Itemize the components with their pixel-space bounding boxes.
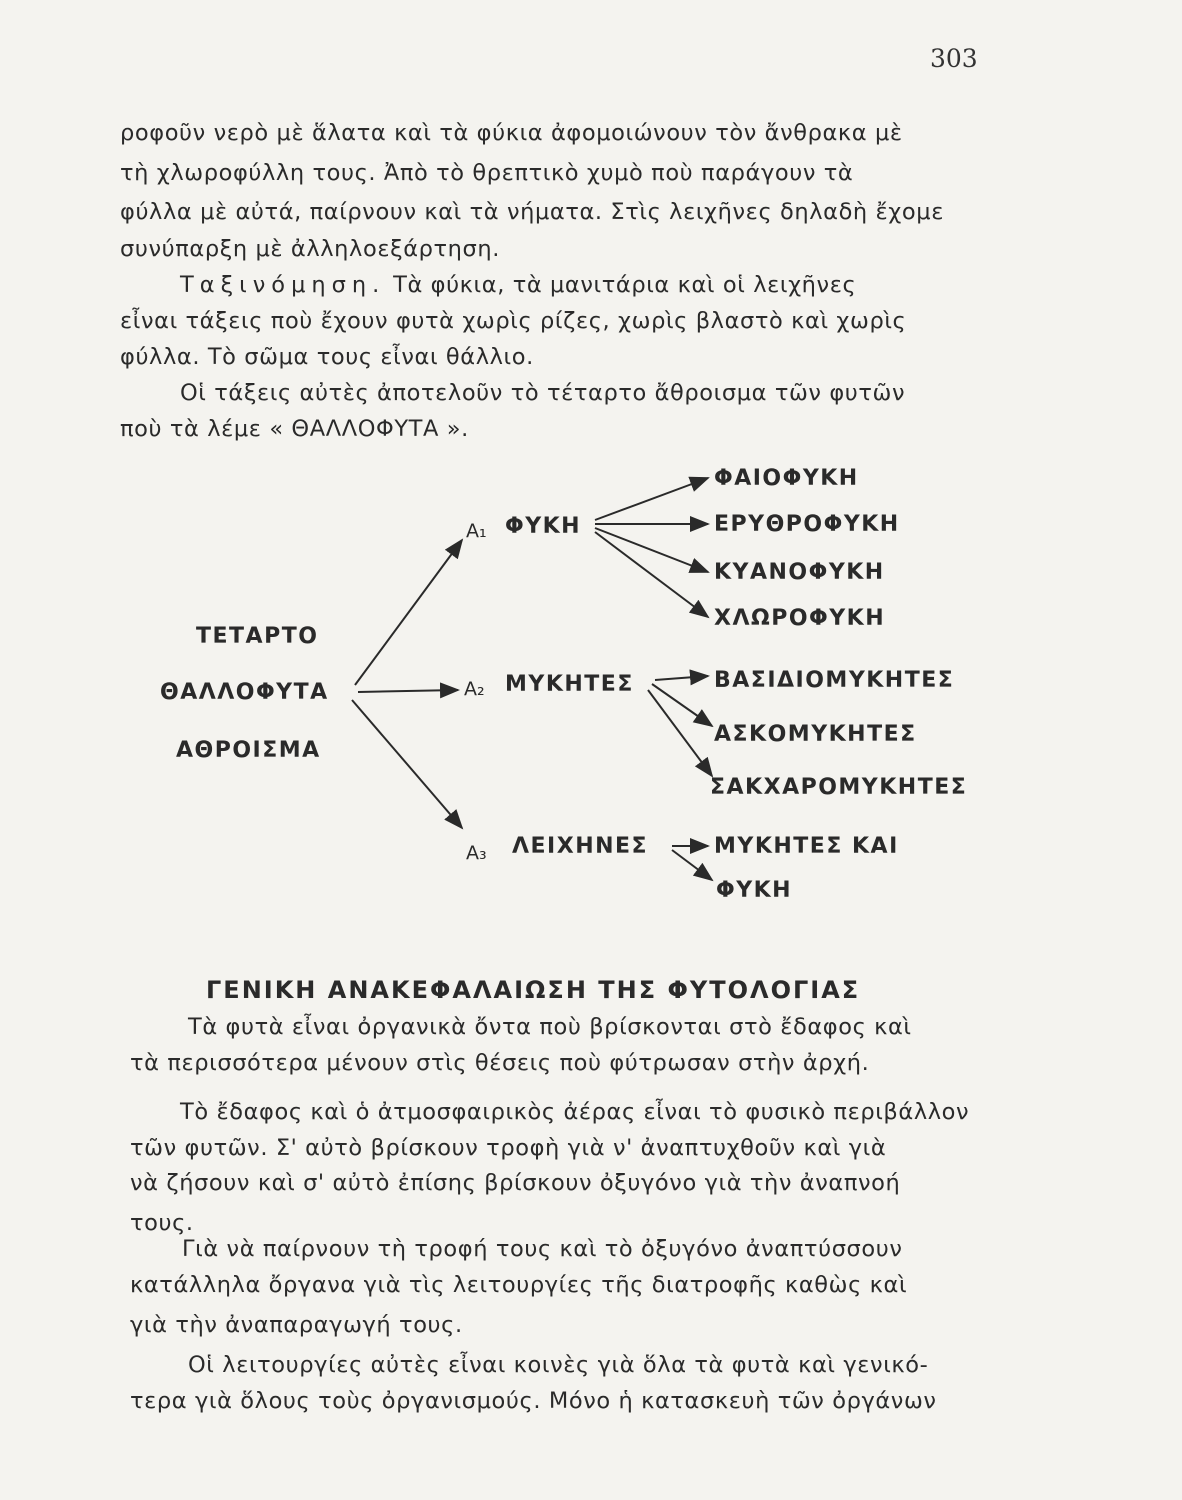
text-line: Οἱ τάξεις αὐτὲς ἀποτελοῦν τὸ τέταρτο ἄθροισμα τῶν φυτῶν: [180, 380, 906, 406]
text-line: φύλλα. Τὸ σῶμα τους εἶναι θάλλιο.: [120, 344, 534, 370]
group-mykites: ΜΥΚΗΤΕΣ: [505, 672, 634, 697]
text-line: Οἱ λειτουργίες αὐτὲς εἶναι κοινὲς γιὰ ὅλα τὰ φυτὰ καὶ γενικό-: [188, 1352, 929, 1378]
child-fyki: ΦΥΚΗ: [716, 878, 793, 903]
text-line: Τὸ ἔδαφος καὶ ὁ ἀτμοσφαιρικὸς ἀέρας εἶναι τὸ φυσικὸ περιβάλλον: [180, 1099, 970, 1125]
text-line: νὰ ζήσουν καὶ σ' αὐτὸ ἐπίσης βρίσκουν ὀξυγόνο γιὰ τὴν ἀναπνοή: [130, 1170, 901, 1196]
text-line: ροφοῦν νερὸ μὲ ἅλατα καὶ τὰ φύκια ἀφομοιώνουν τὸν ἄνθρακα μὲ: [120, 120, 903, 146]
text-line: τους.: [130, 1210, 194, 1236]
group-label-a2: Α₂: [464, 678, 485, 700]
group-leichines: ΛΕΙΧΗΝΕΣ: [512, 834, 649, 859]
group-fyki: ΦΥΚΗ: [505, 514, 582, 539]
diagram-root-line-3: ΑΘΡΟΙΣΜΑ: [176, 738, 321, 763]
text-line: κατάλληλα ὄργανα γιὰ τὶς λειτουργίες τῆς διατροφῆς καθὼς καὶ: [130, 1272, 908, 1298]
text-line: Τὰ φυτὰ εἶναι ὀργανικὰ ὄντα ποὺ βρίσκονται στὸ ἔδαφος καὶ: [188, 1014, 912, 1040]
child-kyanofyki: ΚΥΑΝΟΦΥΚΗ: [714, 560, 885, 585]
child-faiofyki: ΦΑΙΟΦΥΚΗ: [714, 466, 859, 491]
classification-text: Τὰ φύκια, τὰ μανιτάρια καὶ οἱ λειχῆνες: [393, 272, 857, 298]
child-askomykites: ΑΣΚΟΜΥΚΗΤΕΣ: [714, 722, 917, 747]
text-line: τῶν φυτῶν. Σ' αὐτὸ βρίσκουν τροφὴ γιὰ ν' ἀναπτυχθοῦν καὶ γιὰ: [130, 1135, 887, 1161]
group-label-a1: Α₁: [466, 520, 487, 542]
child-sakcharomykites: ΣΑΚΧΑΡΟΜΥΚΗΤΕΣ: [710, 775, 968, 800]
classification-term: Ταξινόμηση.: [180, 272, 386, 298]
child-chlorofyki: ΧΛΩΡΟΦΥΚΗ: [714, 606, 886, 631]
group-label-a3: Α₃: [466, 842, 487, 864]
child-erythrofyki: ΕΡΥΘΡΟΦΥΚΗ: [714, 512, 900, 537]
text-line: τὴ χλωροφύλλη τους. Ἀπὸ τὸ θρεπτικὸ χυμὸ ποὺ παράγουν τὰ: [120, 160, 854, 186]
text-line: τὰ περισσότερα μένουν στὶς θέσεις ποὺ φύτρωσαν στὴν ἀρχή.: [130, 1050, 870, 1076]
text-line: ποὺ τὰ λέμε « ΘΑΛΛΟΦΥΤΑ ».: [120, 416, 469, 442]
text-line: συνύπαρξη μὲ ἀλληλοεξάρτηση.: [120, 236, 501, 262]
summary-heading: ΓΕΝΙΚΗ ΑΝΑΚΕΦΑΛΑΙΩΣΗ ΤΗΣ ΦΥΤΟΛΟΓΙΑΣ: [206, 976, 861, 1004]
text-line: φύλλα μὲ αὐτά, παίρνουν καὶ τὰ νήματα. Στὶς λειχῆνες δηλαδὴ ἔχομε: [120, 199, 944, 225]
text-line: εἶναι τάξεις ποὺ ἔχουν φυτὰ χωρὶς ρίζες, χωρὶς βλαστὸ καὶ χωρὶς: [120, 308, 907, 334]
diagram-root-line-2: ΘΑΛΛΟΦΥΤΑ: [160, 680, 329, 705]
child-mykites-kai: ΜΥΚΗΤΕΣ ΚΑΙ: [714, 834, 899, 859]
text-line: γιὰ τὴν ἀναπαραγωγή τους.: [130, 1312, 463, 1338]
diagram-root-line-1: ΤΕΤΑΡΤΟ: [196, 624, 319, 649]
page-number: 303: [930, 44, 978, 73]
text-line: Γιὰ νὰ παίρνουν τὴ τροφή τους καὶ τὸ ὀξυγόνο ἀναπτύσσουν: [182, 1236, 903, 1262]
text-line: τερα γιὰ ὅλους τοὺς ὀργανισμούς. Μόνο ἡ κατασκευὴ τῶν ὀργάνων: [130, 1388, 937, 1414]
child-vasidiomykites: ΒΑΣΙΔΙΟΜΥΚΗΤΕΣ: [714, 668, 955, 693]
